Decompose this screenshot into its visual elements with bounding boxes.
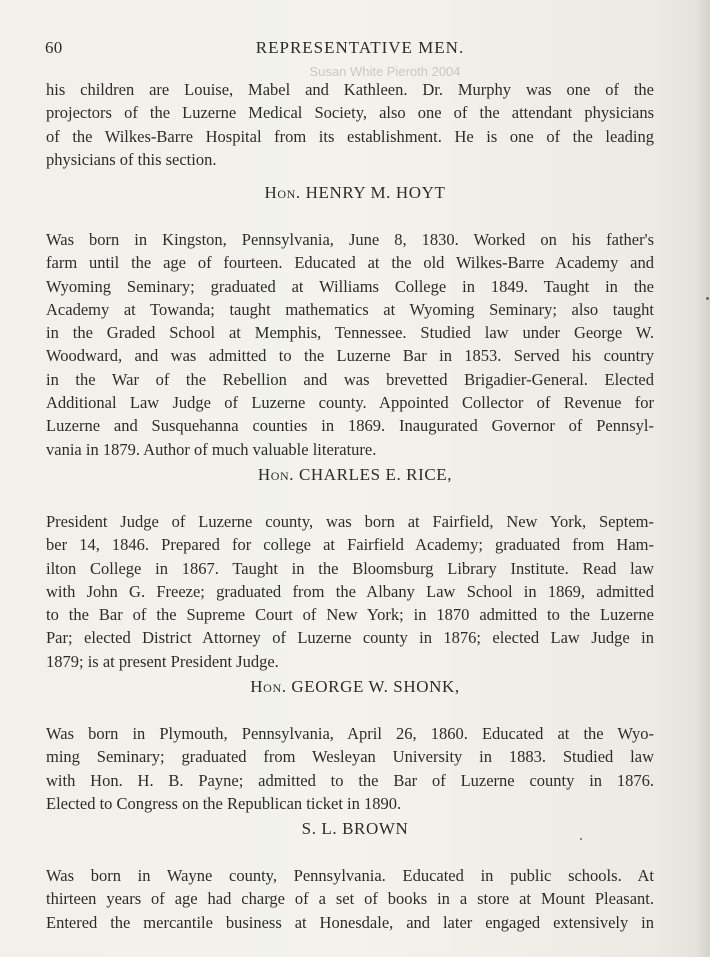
text-line: his children are Louise, Mabel and Kathleen. Dr. Murphy was one of the [46, 80, 654, 99]
text-line: with Hon. H. B. Payne; admitted to the Bar of Luzerne county in 1876. [46, 770, 654, 790]
heading-name: S. L. BROWN [301, 819, 409, 838]
text-line: thirteen years of age had charge of a set of books in a store at Mount Pleasant. [46, 889, 654, 909]
text-line: Woodward, and was admitted to the Luzerne Bar in 1853. Served his country [46, 346, 654, 366]
text-line: Was born in Plymouth, Pennsylvania, April 26, 1860. Educated at the Wyo- [46, 724, 654, 743]
text-line: Was born in Wayne county, Pennsylvania. Educated in public schools. At [46, 866, 654, 885]
text-line: Was born in Kingston, Pennsylvania, June 8, 1830. Worked on his father's [46, 230, 654, 249]
text-line: with John G. Freeze; graduated from the Albany Law School in 1869, admitted [46, 581, 654, 601]
text-line: farm until the age of fourteen. Educated at the old Wilkes-Barre Academy and [46, 253, 654, 273]
section-heading-brown [0, 819, 710, 839]
intro-paragraph [46, 78, 654, 171]
section-heading-shonk [0, 677, 710, 697]
text-line: Academy at Towanda; taught mathematics at Wyoming Seminary; also taught [46, 299, 654, 319]
paper-speck [580, 838, 582, 840]
text-line: Elected to Congress on the Republican ticket in 1890. [46, 793, 402, 813]
text-line: Luzerne and Susquehanna counties in 1869. Inaugurated Governor of Pennsyl- [46, 416, 654, 436]
text-line: in the Graded School at Memphis, Tennessee. Studied law under George W. [46, 323, 654, 343]
text-line: ming Seminary; graduated from Wesleyan University in 1883. Studied law [46, 747, 654, 767]
section-body-rice [46, 510, 654, 673]
running-head: REPRESENTATIVE MEN. [255, 38, 465, 57]
text-line: Additional Law Judge of Luzerne county. Appointed Collector of Revenue for [46, 393, 654, 413]
text-line: Par; elected District Attorney of Luzerne county in 1876; elected Law Judge in [46, 628, 654, 648]
heading-prefix: Hon. [264, 183, 301, 202]
text-line: to the Bar of the Supreme Court of New York; in 1870 admitted to the Luzerne [46, 605, 654, 625]
text-line: ber 14, 1846. Prepared for college at Fairfield Academy; graduated from Ham- [46, 535, 654, 555]
text-line: 1879; is at present President Judge. [46, 651, 279, 671]
text-line: in the War of the Rebellion and was brevetted Brigadier-General. Elected [46, 369, 654, 389]
text-line: of the Wilkes-Barre Hospital from its establishment. He is one of the leading [46, 126, 654, 146]
text-line: Wyoming Seminary; graduated at Williams College in 1849. Taught in the [46, 276, 654, 296]
paper-speck [706, 297, 709, 300]
text-line: ilton College in 1867. Taught in the Bloomsburg Library Institute. Read law [46, 558, 654, 578]
text-line: Entered the mercantile business at Honesdale, and later engaged extensively in [46, 912, 654, 932]
heading-prefix: Hon. [257, 465, 295, 484]
section-heading-hoyt [0, 183, 710, 203]
section-body-shonk [46, 722, 654, 815]
watermark: Susan White Pieroth 2004 [309, 64, 461, 79]
section-body-hoyt [46, 228, 654, 461]
page-number: 60 [45, 38, 63, 57]
heading-name: GEORGE W. SHONK, [291, 677, 460, 696]
text-line: vania in 1879. Author of much valuable literature. [46, 439, 377, 459]
page-header [45, 38, 655, 62]
section-heading-rice [0, 465, 710, 485]
text-line: President Judge of Luzerne county, was born at Fairfield, New York, Septem- [46, 512, 654, 531]
text-line: projectors of the Luzerne Medical Society, also one of the attendant physicians [46, 103, 654, 123]
heading-name: CHARLES E. RICE, [298, 465, 453, 484]
heading-name: HENRY M. HOYT [305, 183, 446, 202]
heading-prefix: Hon. [250, 677, 287, 696]
text-line: physicians of this section. [46, 149, 217, 169]
section-body-brown [46, 864, 654, 934]
